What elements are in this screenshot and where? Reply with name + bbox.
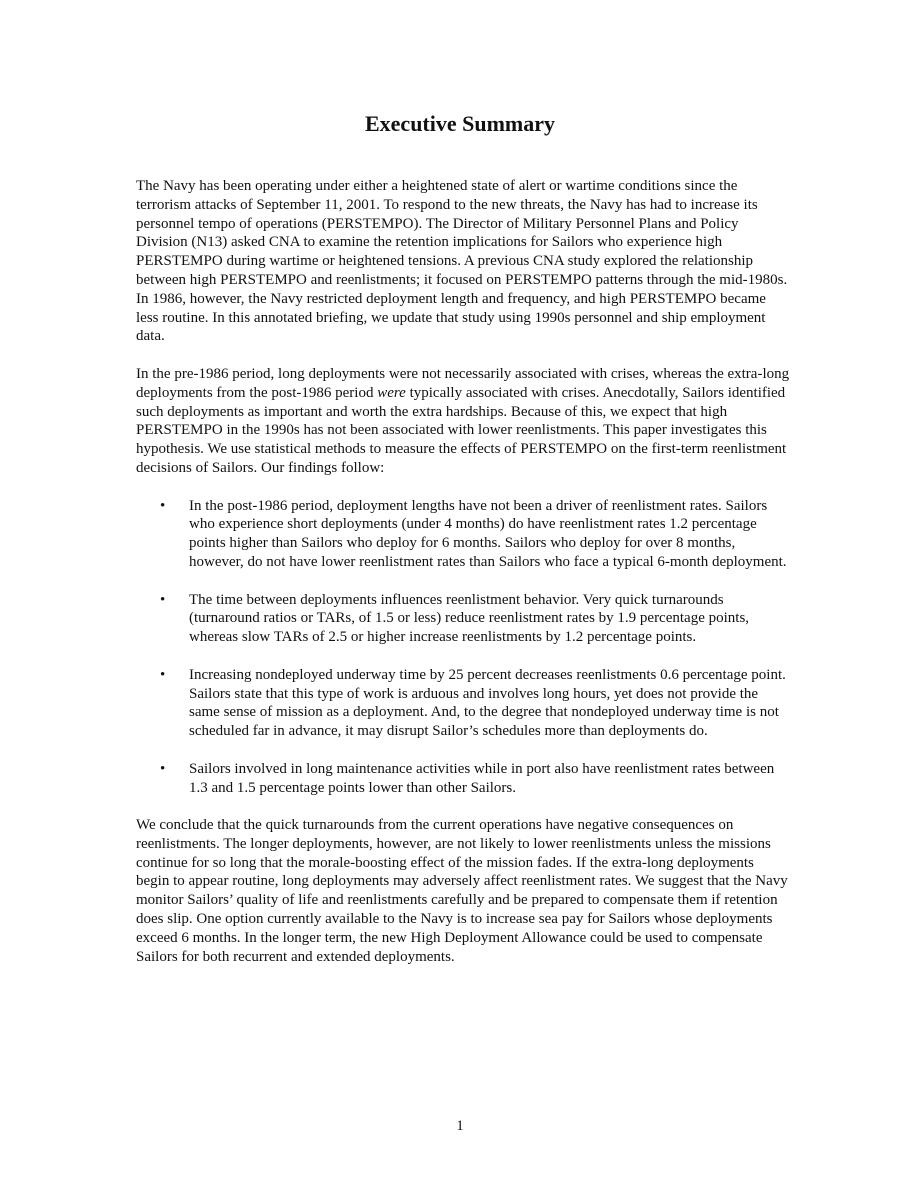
- intro-paragraph: The Navy has been operating under either a heightened state of alert or wartime conditions since the terrorism attacks of September 11, 2001. To respond to the new threats, the Navy has had to increase its personnel tempo of operations (PERSTEMPO). The Director of Military Personnel Plans and Policy Division (N13) asked CNA to examine the retention implications for Sailors who experience high PERSTEMPO during wartime or heightened tensions. A previous CNA study explored the relationship between high PERSTEMPO and reenlistments; it focused on PERSTEMPO patterns through the mid-1980s. In 1986, however, the Navy restricted deployment length and frequency, and high PERSTEMPO became less routine. In this annotated briefing, we update that study using 1990s personnel and ship employment data.: [136, 178, 788, 345]
- hypothesis-text-start: In the pre-1986 period, long deployments were not necessarily associated with crises, whereas the extra-long deployments from the post-1986 period: [136, 365, 790, 401]
- findings-list: [136, 497, 790, 798]
- hypothesis-paragraph: [136, 365, 790, 478]
- emphasized-word: were: [377, 384, 406, 401]
- finding-item: [136, 497, 790, 572]
- bullet-icon: •: [160, 591, 166, 608]
- finding-text: Sailors involved in long maintenance activities while in port also have reenlistment rates between 1.3 and 1.5 percentage points lower than other Sailors.: [189, 760, 775, 796]
- finding-item: [136, 666, 790, 741]
- summary-body: [136, 177, 790, 966]
- page-number: 1: [456, 1118, 464, 1134]
- finding-item: [136, 760, 790, 798]
- conclusion-paragraph: We conclude that the quick turnarounds from the current operations have negative consequences on reenlistments. The longer deployments, however, are not likely to lower reenlistments unless the missions continue for so long that the morale-boosting effect of the mission fades. If the extra-long deployments begin to appear routine, long deployments may adversely affect reenlistment rates. We suggest that the Navy monitor Sailors’ quality of life and reenlistments carefully and be prepared to compensate them if retention does slip. One option currently available to the Navy is to increase sea pay for Sailors whose deployments exceed 6 months. In the longer term, the new High Deployment Allowance could be used to compensate Sailors for both recurrent and extended deployments.: [136, 817, 788, 965]
- bullet-icon: •: [160, 497, 166, 514]
- finding-text: In the post-1986 period, deployment lengths have not been a driver of reenlistment rates. Sailors who experience short deployments (under 4 months) do have reenlistment rates 1.2 percentage points higher than Sailors who deploy for 6 months. Sailors who deploy for over 8 months, however, do not have lower reenlistment rates than Sailors who face a typical 6-month deployment.: [189, 497, 787, 570]
- finding-text: The time between deployments influences reenlistment behavior. Very quick turnarounds (turnaround ratios or TARs, of 1.5 or less) reduce reenlistment rates by 1.9 percentage points, whereas slow TARs of 2.5 or higher increase reenlistments by 1.2 percentage points.: [189, 591, 750, 646]
- finding-item: [136, 591, 790, 647]
- page-title: Executive Summary: [364, 111, 556, 136]
- finding-text: Increasing nondeployed underway time by 25 percent decreases reenlistments 0.6 percentage point. Sailors state that this type of work is arduous and involves long hours, yet does not provide the same sense of mission as a deployment. And, to the degree that nondeployed underway time is not scheduled far in advance, it may disrupt Sailor’s schedules more than deployments do.: [189, 666, 786, 740]
- bullet-icon: •: [160, 666, 166, 683]
- hypothesis-text-end: typically associated with crises. Anecdotally, Sailors identified such deployments as important and worth the extra hardships. Because of this, we expect that high PERSTEMPO in the 1990s has not been associated with lower reenlistments. This paper investigates this hypothesis. We use statistical methods to measure the effects of PERSTEMPO on the first-term reenlistment decisions of Sailors. Our findings follow:: [136, 384, 787, 476]
- bullet-icon: •: [160, 760, 166, 777]
